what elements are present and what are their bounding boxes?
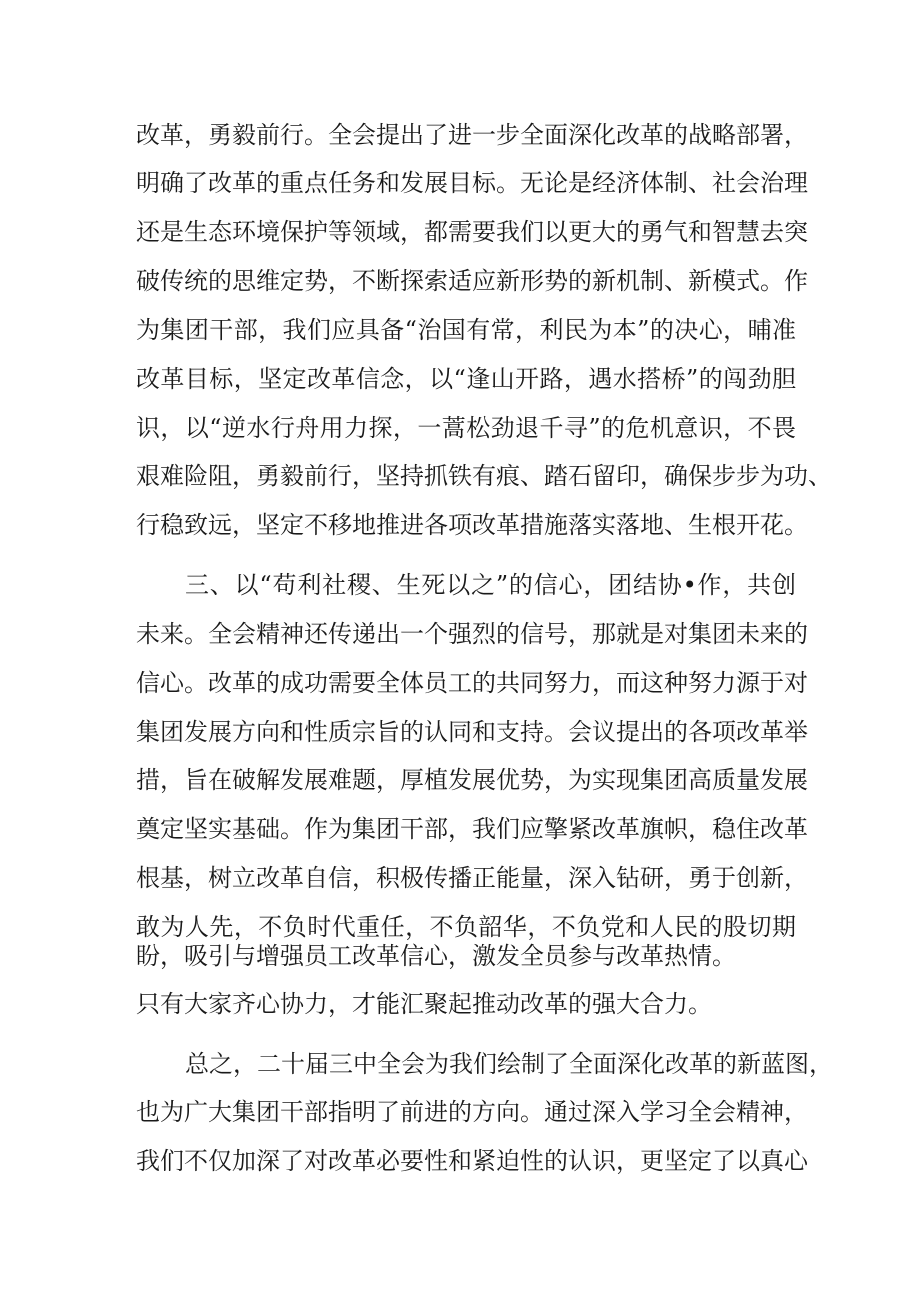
text-line: 破传统的思维定势，不断探索适应新形势的新机制、新模式。作 [136, 267, 808, 295]
text-line: 识，以“逆水行舟用力探，一蒿松劲退千寻”的危机意识，不畏 [136, 414, 796, 442]
text-line: 只有大家齐心协力，才能汇聚起推动改革的强大合力。 [136, 990, 712, 1018]
text-line: 奠定坚实基础。作为集团干部，我们应擎紧改革旗帜，稳住改革 [136, 815, 808, 843]
text-line: 改革，勇毅前行。全会提出了进一步全面深化改革的战略部署， [136, 121, 808, 149]
text-line: 也为广大集团干部指明了前进的方向。通过深入学习全会精神， [136, 1098, 808, 1126]
text-line: 未来。全会精神还传递出一个强烈的信号，那就是对集团未来的 [136, 620, 808, 648]
text-line: 明确了改革的重点任务和发展目标。无论是经济体制、社会治理 [136, 169, 808, 197]
text-line: 措，旨在破解发展难题，厚植发展优势，为实现集团高质量发展 [136, 766, 808, 794]
text-line: 行稳致远，坚定不移地推进各项改革措施落实落地、生根开花。 [136, 511, 808, 539]
text-line: 敢为人先，不负时代重任，不负韶华，不负党和人民的股切期 [136, 913, 796, 941]
text-line: 改革目标，坚定改革信念，以“逢山开路，遇水搭桥”的闯劲胆 [136, 365, 796, 393]
text-line: 三、以“苟利社稷、生死以之”的信心，团结协•作，共创 [185, 571, 796, 599]
text-line: 还是生态环境保护等领域，都需要我们以更大的勇气和智慧去突 [136, 218, 808, 246]
text-line: 集团发展方向和性质宗旨的认同和支持。会议提出的各项改革举 [136, 718, 808, 746]
text-line: 盼，吸引与增强员工改革信心，激发全员参与改革热情。 [136, 942, 736, 970]
text-line: 我们不仅加深了对改革必要性和紧迫性的认识，更坚定了以真心 [136, 1147, 808, 1175]
text-line: 艰难险阻，勇毅前行，坚持抓铁有痕、踏石留印，确保步步为功、 [136, 462, 832, 490]
text-line: 为集团干部，我们应具备“治国有常，利民为本”的决心，晡准 [136, 316, 796, 344]
text-line: 总之，二十届三中全会为我们绘制了全面深化改革的新蓝图， [185, 1050, 833, 1078]
text-line: 信心。改革的成功需要全体员工的共同努力，而这种努力源于对 [136, 669, 808, 697]
text-line: 根基，树立改革自信，积极传播正能量，深入钻研，勇于创新， [136, 864, 808, 892]
